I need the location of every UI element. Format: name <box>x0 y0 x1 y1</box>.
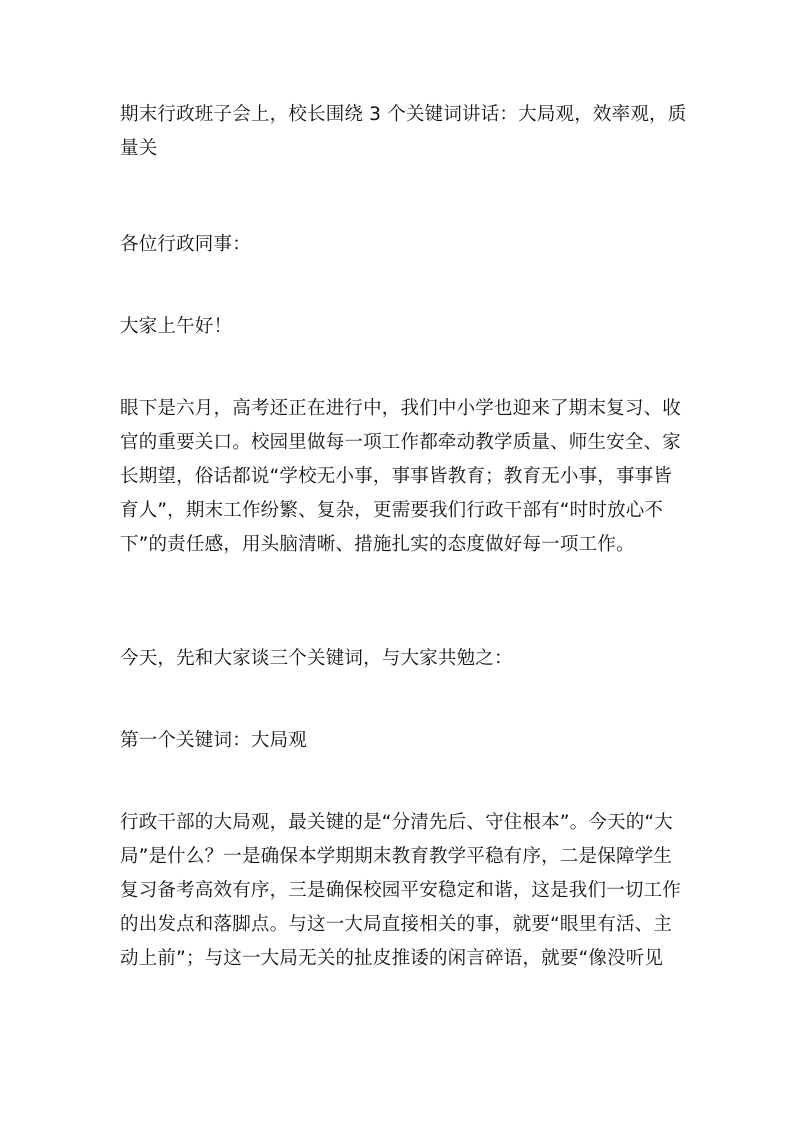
paragraph-line: 动上前”；与这一大局无关的扯皮推诿的闲言碎语，就要“像没听见 <box>120 948 664 969</box>
title-line: 量关 <box>120 138 158 159</box>
greeting: 各位行政同事： <box>120 234 251 255</box>
paragraph-line: 下”的责任感，用头脑清晰、措施扎实的态度做好每一项工作。 <box>120 534 635 555</box>
paragraph-line: 复习备考高效有序，三是确保校园平安稳定和谐，这是我们一切工作 <box>120 880 682 901</box>
paragraph-line: 行政干部的大局观，最关键的是“分清先后、守住根本”。今天的“大 <box>120 812 673 833</box>
document-title <box>120 98 687 166</box>
paragraph-line: 眼下是六月，高考还正在进行中，我们中小学也迎来了期末复习、收 <box>120 398 682 419</box>
paragraph-line: 育人”，期末工作纷繁、复杂，更需要我们行政干部有“时时放心不 <box>120 500 664 521</box>
intro-paragraph <box>120 392 680 562</box>
salutation: 大家上午好！ <box>120 316 233 337</box>
keyword-1-heading: 第一个关键词：大局观 <box>120 730 308 751</box>
title-line: 期末行政班子会上，校长围绕 3 个关键词讲话：大局观，效率观，质 <box>120 104 687 125</box>
paragraph-line: 长期望，俗话都说“学校无小事，事事皆教育；教育无小事，事事皆 <box>120 466 673 487</box>
keywords-intro: 今天，先和大家谈三个关键词，与大家共勉之： <box>120 648 513 669</box>
paragraph-line: 官的重要关口。校园里做每一项工作都牵动教学质量、师生安全、家 <box>120 432 682 453</box>
paragraph-line: 的出发点和落脚点。与这一大局直接相关的事，就要“眼里有活、主 <box>120 914 673 935</box>
keyword-1-paragraph <box>120 806 680 976</box>
paragraph-line: 局”是什么？一是确保本学期期末教育教学平稳有序，二是保障学生 <box>120 846 673 867</box>
